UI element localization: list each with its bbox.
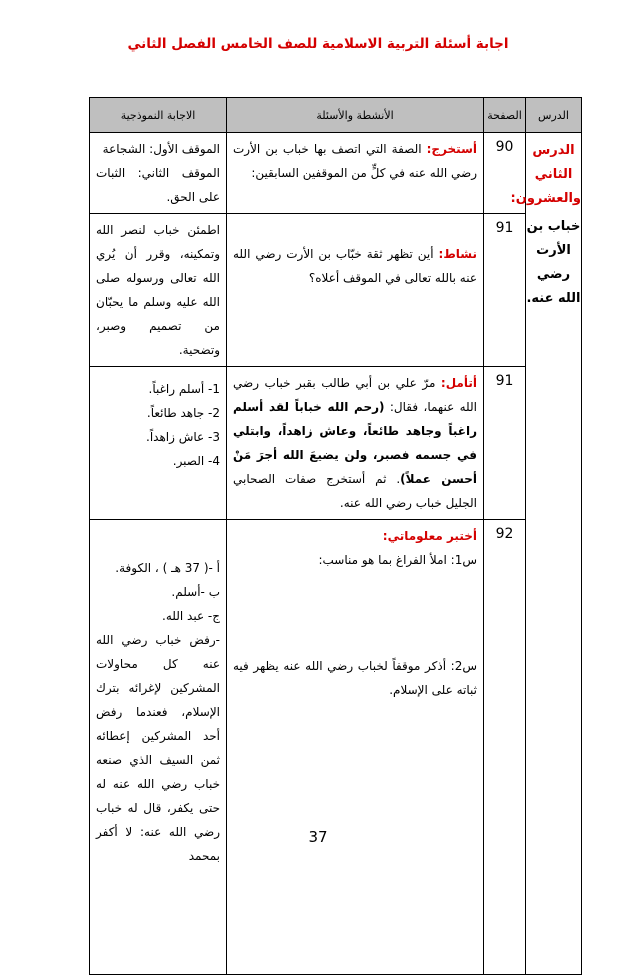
page-number-cell: 92 <box>484 520 526 975</box>
answer-cell <box>90 133 227 214</box>
activity-cell <box>227 520 484 975</box>
header-answer: الاجابة النموذجية <box>90 98 227 133</box>
activity-cell <box>227 133 484 214</box>
table-row <box>90 214 582 367</box>
activity-label: نشاط: <box>438 247 477 261</box>
answer-line: ب -أسلم. <box>171 585 220 599</box>
activity-quote: (رحم الله خباباً لقد أسلم راغباً وجاهد طائعاً، وعاش زاهداً، وابتلي في جسمه فصبر، ولن يضيعَ الله أجرَ مَنْ أحسن عملاً) <box>233 400 477 486</box>
activity-text: مرّ علي بن أبي طالب بقبر خباب رضي الله عنهما، فقال: <box>233 376 477 414</box>
activity-text: الصفة التي اتصف بها خباب بن الأرت رضي الله عنه في كلٍّ من الموقفين السابقين: <box>233 142 477 180</box>
page-number-cell: 91 <box>484 367 526 520</box>
header-page: الصفحة <box>484 98 526 133</box>
page-number: 37 <box>308 828 328 846</box>
question-1: س1: املأ الفراغ بما هو مناسب: <box>318 553 477 567</box>
answer-cell <box>90 520 227 975</box>
answer-line: الموقف الأول: الشجاعة <box>102 142 220 156</box>
page-number-cell: 90 <box>484 133 526 214</box>
activity-label: أستخرج: <box>426 142 477 156</box>
answer-line: 3- عاش زاهداً. <box>146 430 220 444</box>
page-title: اجابة أسئلة التربية الاسلامية للصف الخامس الفصل الثاني <box>127 36 509 52</box>
activity-label: أختبر معلوماتي: <box>382 529 477 543</box>
answer-line: 4- الصبر. <box>172 454 220 468</box>
answer-line: -رفض خباب رضي الله عنه كل محاولات المشركين لإغرائه بترك الإسلام، فعندما رفض أحد المشركين إعطائه ثمن السيف الذي صنعه خباب رضي الله عنه له حتى يكفر، قال له خباب رضي الله عنه: لا أكفر بمحمد <box>96 633 220 863</box>
table-row <box>90 520 582 975</box>
page-number-cell: 91 <box>484 214 526 367</box>
answer-line: 2- جاهد طائعاً. <box>146 406 220 420</box>
activity-text: أين تظهر ثقة خبّاب بن الأرت رضي الله عنه بالله تعالى في الموقف أعلاه؟ <box>233 247 477 285</box>
lesson-cell <box>510 133 582 975</box>
answer-line: الموقف الثاني: الثبات على الحق. <box>96 166 220 204</box>
answer-cell <box>90 367 227 520</box>
activity-text: . ثم أستخرج صفات الصحابي الجليل خباب رضي الله عنه. <box>233 472 477 510</box>
header-activities: الأنشطة والأسئلة <box>227 98 484 133</box>
header-lesson: الدرس <box>526 98 582 133</box>
answer-cell <box>90 214 227 367</box>
table-row <box>90 133 582 214</box>
answer-text: اطمئن خباب لنصر الله وتمكينه، وقرر أن يُري الله تعالى ورسوله صلى الله عليه وسلم ما يحبّان من تصميم وصبر، وتضحية. <box>96 223 220 357</box>
activity-cell <box>227 214 484 367</box>
lesson-name: خباب بن الأرت رضي الله عنه. <box>526 219 581 306</box>
activity-label: أتأمل: <box>440 376 477 390</box>
answer-line: 1- أسلم راغباً. <box>148 382 220 396</box>
answer-line: أ -( 37 هـ ) ، الكوفة. <box>115 561 220 575</box>
answer-line: ج- عبد الله. <box>162 609 220 623</box>
table-row <box>90 367 582 520</box>
question-2: س2: أذكر موقفاً لخباب رضي الله عنه يظهر فيه ثباته على الإسلام. <box>233 659 477 697</box>
table-header-row <box>90 98 582 133</box>
lesson-title: الدرس الثاني والعشرون: <box>510 143 581 206</box>
activity-cell <box>227 367 484 520</box>
